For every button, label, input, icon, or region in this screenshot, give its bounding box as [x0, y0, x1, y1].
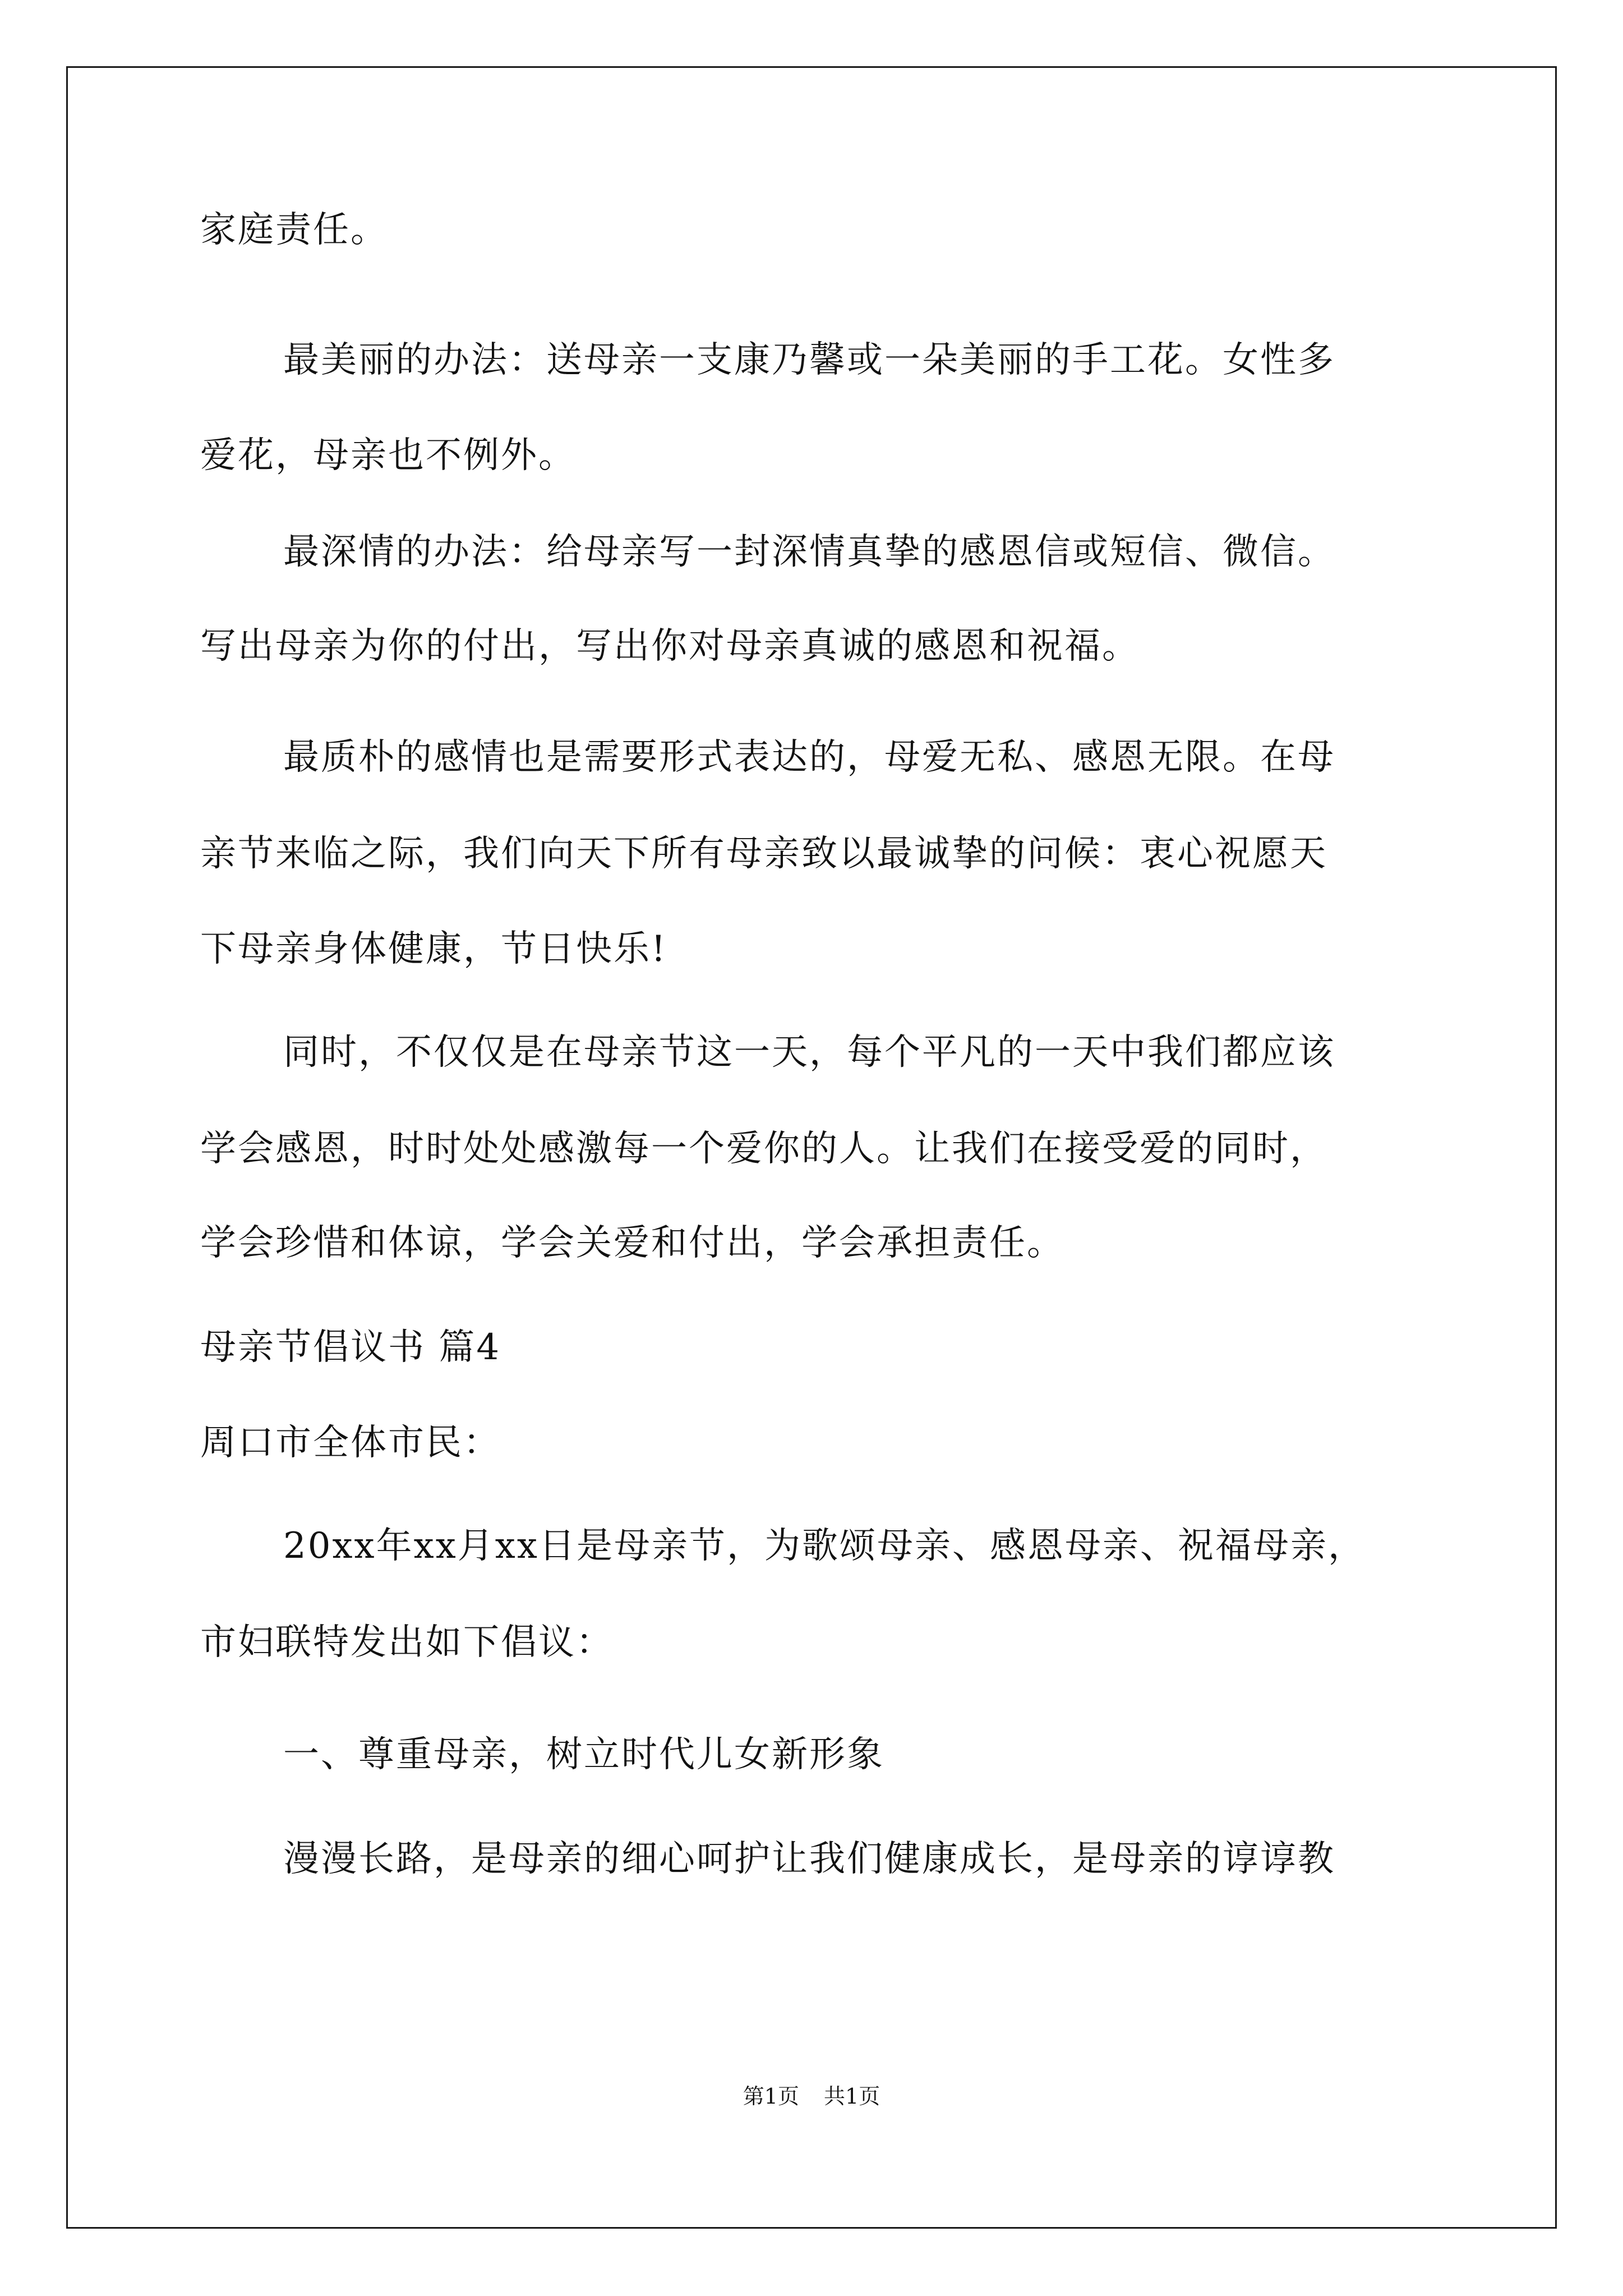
page-number: 第1页	[743, 2084, 799, 2109]
section-heading: 母亲节倡议书 篇4	[200, 1327, 501, 1368]
text-line: 学会珍惜和体谅，学会关爱和付出，学会承担责任。	[200, 1222, 1064, 1264]
text-line: 市妇联特发出如下倡议：	[200, 1622, 614, 1663]
text-line: 同时，不仅仅是在母亲节这一天，每个平凡的一天中我们都应该	[283, 1032, 1335, 1073]
text-line: 亲节来临之际，我们向天下所有母亲致以最诚挚的问候：衷心祝愿天	[200, 833, 1327, 875]
page-total: 共1页	[824, 2084, 880, 2109]
text-line: 最美丽的办法：送母亲一支康乃馨或一朵美丽的手工花。女性多	[283, 339, 1335, 381]
subheading: 一、尊重母亲，树立时代儿女新形象	[283, 1734, 884, 1775]
page-footer	[0, 2082, 1623, 2110]
text-line: 最深情的办法：给母亲写一封深情真挚的感恩信或短信、微信。	[283, 531, 1335, 573]
text-line: 学会感恩，时时处处感激每一个爱你的人。让我们在接受爱的同时，	[200, 1128, 1327, 1170]
text-line: 写出母亲为你的付出，写出你对母亲真诚的感恩和祝福。	[200, 625, 1140, 667]
text-line: 20xx年xx月xx日是母亲节，为歌颂母亲、感恩母亲、祝福母亲，	[283, 1525, 1366, 1567]
text-line: 下母亲身体健康，节日快乐!	[200, 928, 667, 970]
text-line: 漫漫长路，是母亲的细心呵护让我们健康成长，是母亲的谆谆教	[283, 1838, 1335, 1880]
text-line: 家庭责任。	[200, 209, 388, 251]
text-line: 最质朴的感情也是需要形式表达的，母爱无私、感恩无限。在母	[283, 737, 1335, 778]
salutation: 周口市全体市民：	[200, 1422, 501, 1464]
text-line: 爱花，母亲也不例外。	[200, 435, 576, 476]
